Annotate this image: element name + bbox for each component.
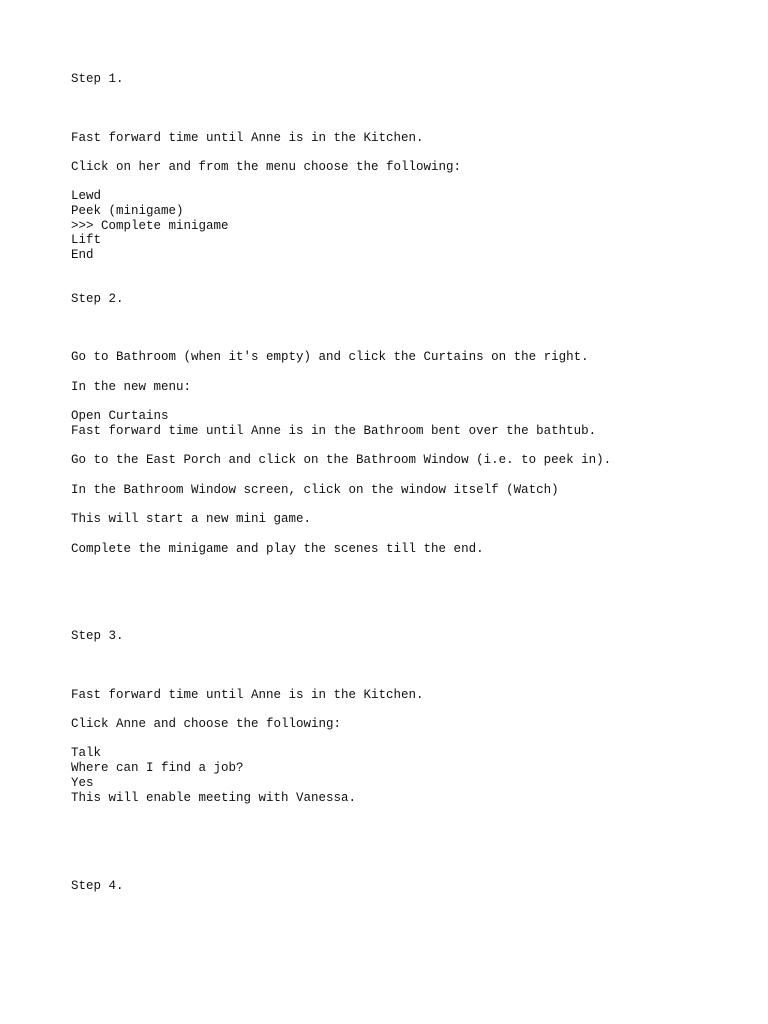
menu-choice-line: Peek (minigame) (71, 204, 184, 218)
menu-choice-line: Lift (71, 233, 102, 247)
step-heading: Step 2. (71, 292, 124, 306)
step-heading: Step 1. (71, 72, 124, 86)
menu-choice-line: Where can I find a job? (71, 761, 244, 775)
instruction-line: Click on her and from the menu choose the following: (71, 160, 462, 174)
instruction-line: This will enable meeting with Vanessa. (71, 791, 357, 805)
instruction-line: This will start a new mini game. (71, 512, 312, 526)
instruction-line: Click Anne and choose the following: (71, 717, 342, 731)
instruction-line: Complete the minigame and play the scenes till the end. (71, 542, 484, 556)
step-heading: Step 4. (71, 879, 124, 893)
menu-choice-line: Talk (71, 746, 102, 760)
menu-choice-line: Lewd (71, 189, 102, 203)
instruction-line: In the Bathroom Window screen, click on the window itself (Watch) (71, 483, 559, 497)
step-heading: Step 3. (71, 629, 124, 643)
instruction-line: In the new menu: (71, 380, 192, 394)
menu-choice-line: End (71, 248, 94, 262)
instruction-line: Fast forward time until Anne is in the Kitchen. (71, 688, 424, 702)
instruction-line: Go to Bathroom (when it's empty) and click the Curtains on the right. (71, 350, 589, 364)
instruction-line: Go to the East Porch and click on the Bathroom Window (i.e. to peek in). (71, 453, 612, 467)
menu-choice-line: >>> Complete minigame (71, 219, 229, 233)
instruction-line: Fast forward time until Anne is in the Kitchen. (71, 131, 424, 145)
menu-choice-line: Yes (71, 776, 94, 790)
instruction-line: Fast forward time until Anne is in the Bathroom bent over the bathtub. (71, 424, 597, 438)
menu-choice-line: Open Curtains (71, 409, 169, 423)
